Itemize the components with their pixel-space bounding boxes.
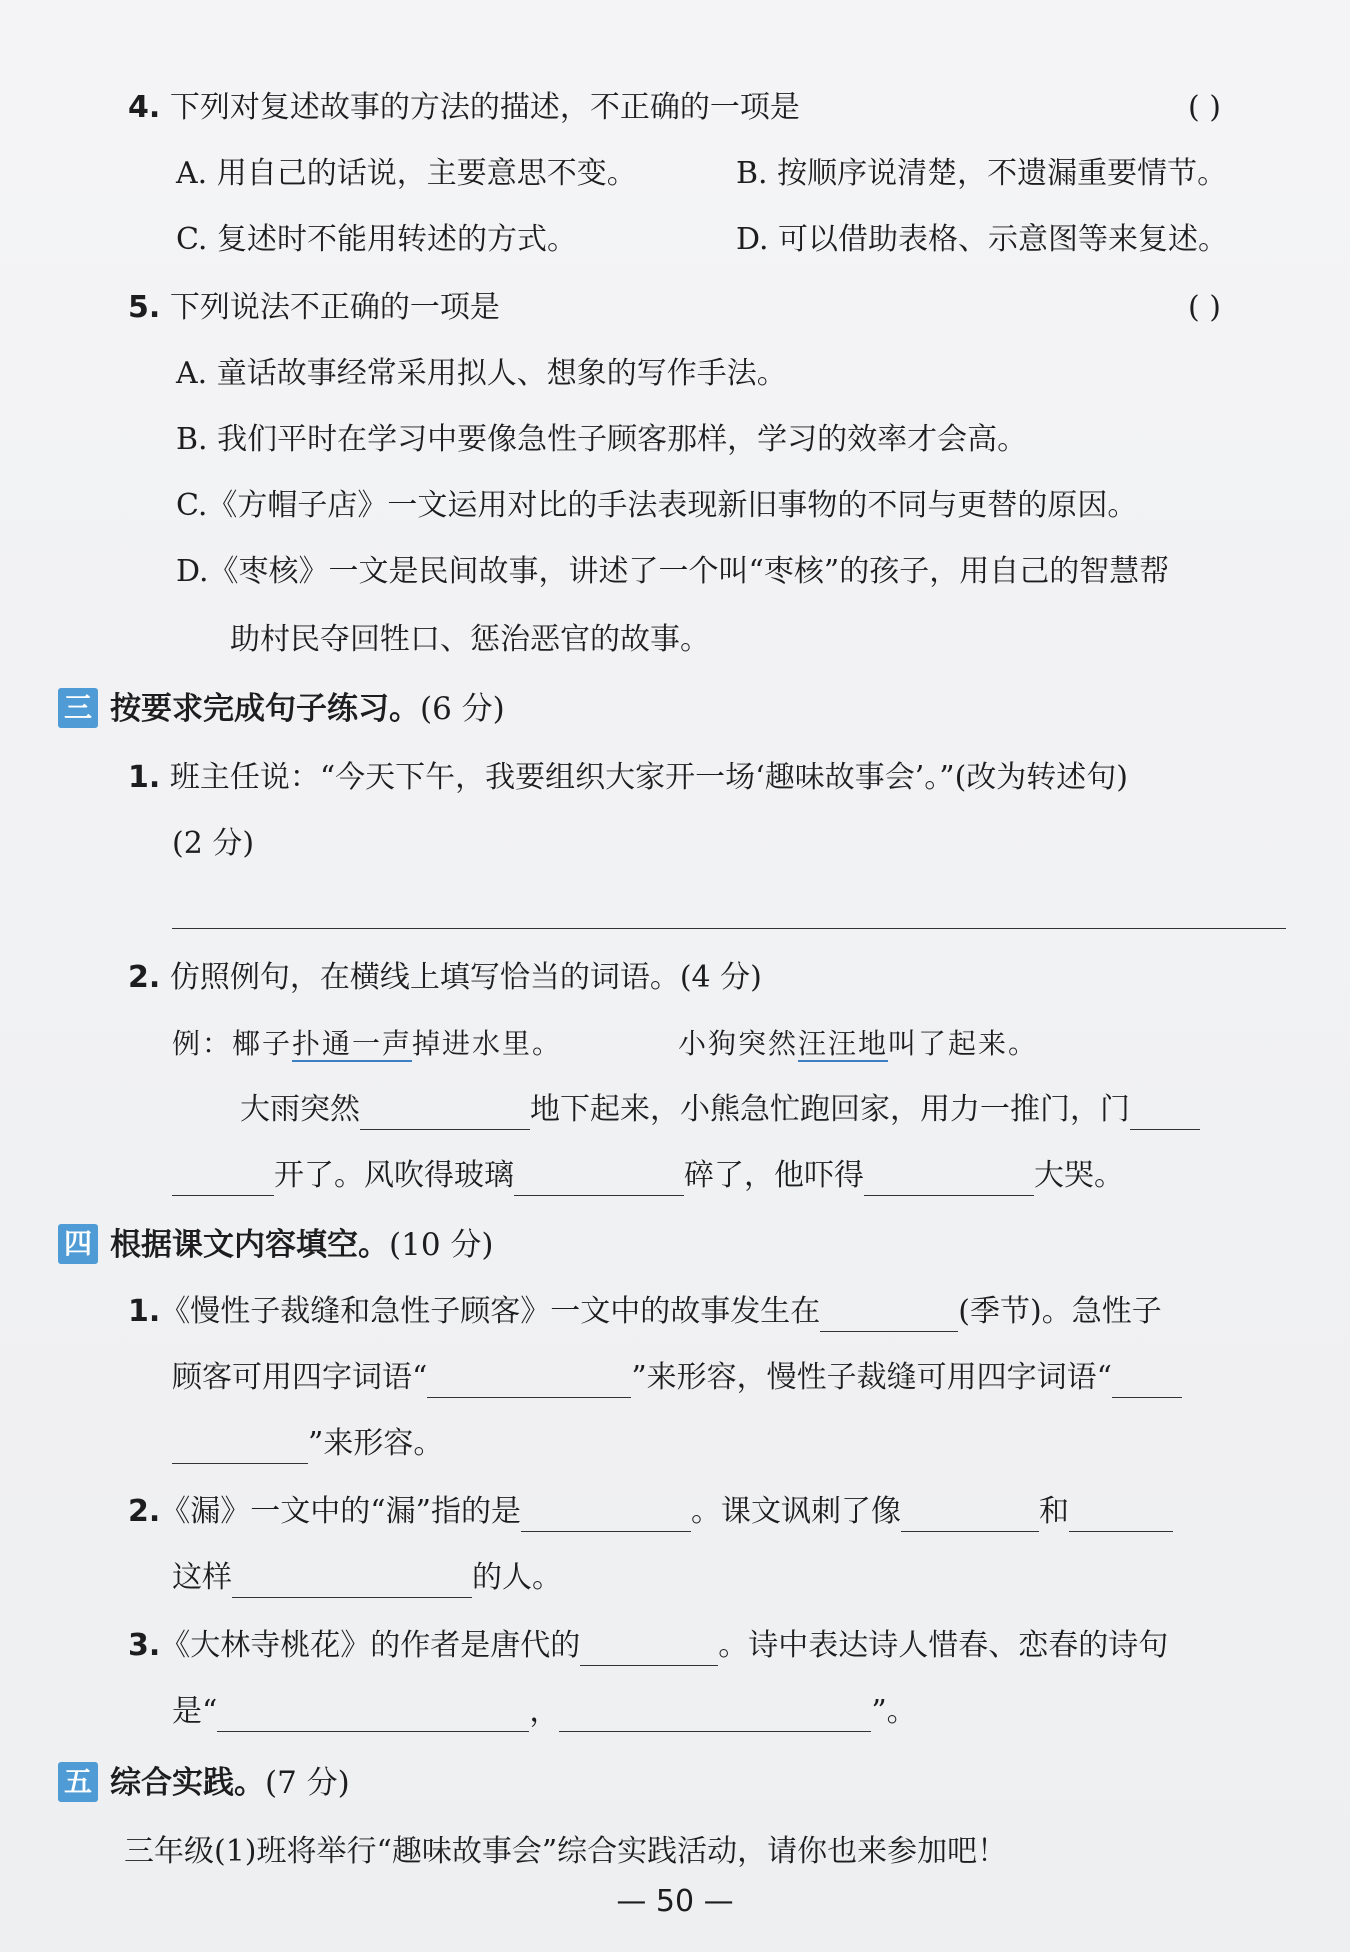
fill-blank[interactable] <box>232 1563 472 1598</box>
fill-text: 顾客可用四字词语“ <box>172 1360 428 1395</box>
example-text: 小狗突然 <box>678 1027 799 1060</box>
example-text: 掉进水里。 <box>412 1027 563 1060</box>
question-text: 仿照例句，在横线上填写恰当的词语。(4 分) <box>169 960 762 995</box>
question-text: 下列说法不正确的一项是 <box>169 290 500 325</box>
option-d-continued: 助村民夺回牲口、惩治恶官的故事。 <box>230 622 710 657</box>
fill-blank[interactable] <box>1130 1095 1200 1130</box>
question-4 <box>128 88 800 128</box>
answer-line[interactable] <box>172 928 1286 929</box>
s4-q1-line-3 <box>172 1424 443 1464</box>
question-number: 1. <box>128 760 161 795</box>
fill-text: 碎了，他吓得 <box>684 1158 864 1193</box>
fill-blank[interactable] <box>360 1095 530 1130</box>
s3-question-1 <box>128 758 1128 798</box>
fill-text: 《漏》一文中的“漏”指的是 <box>160 1494 521 1529</box>
section-score: (6 分) <box>420 691 505 727</box>
option-b: B. 按顺序说清楚，不遗漏重要情节。 <box>736 156 1228 191</box>
fill-text: 《慢性子裁缝和急性子顾客》一文中的故事发生在 <box>160 1294 821 1329</box>
question-number: 5. <box>128 290 161 325</box>
s3-question-2 <box>128 958 762 998</box>
fill-text: 是“ <box>172 1694 218 1729</box>
example-text: 例：椰子 <box>172 1027 293 1060</box>
fill-blank[interactable] <box>901 1497 1039 1532</box>
fill-blank[interactable] <box>580 1631 718 1666</box>
fill-blank[interactable] <box>172 1161 274 1196</box>
fill-text: 开了。风吹得玻璃 <box>274 1158 514 1193</box>
fill-text: ”。 <box>871 1694 917 1729</box>
answer-parentheses[interactable]: ( ) <box>1188 90 1221 125</box>
answer-parentheses[interactable]: ( ) <box>1188 290 1221 325</box>
example-underlined-phrase: 汪汪地 <box>798 1027 889 1060</box>
section-title: 根据课文内容填空。 <box>110 1227 389 1263</box>
option-c: C.《方帽子店》一文运用对比的手法表现新旧事物的不同与更替的原因。 <box>176 488 1138 523</box>
section-title: 按要求完成句子练习。 <box>110 691 420 727</box>
example-sentence-2 <box>678 1024 1038 1064</box>
fill-blank[interactable] <box>1069 1497 1173 1532</box>
section-score: (10 分) <box>389 1227 494 1263</box>
fill-text: 《大林寺桃花》的作者是唐代的 <box>160 1628 581 1663</box>
section-3-header <box>58 688 505 730</box>
section-4-header <box>58 1224 494 1266</box>
section-badge: 四 <box>58 1224 98 1264</box>
option-a: A. 童话故事经常采用拟人、想象的写作手法。 <box>176 356 787 391</box>
section-score: (7 分) <box>265 1765 350 1801</box>
fill-blank[interactable] <box>864 1161 1034 1196</box>
question-number: 3. <box>128 1628 161 1663</box>
fill-text: (季节)。急性子 <box>958 1294 1162 1329</box>
question-text: 下列对复述故事的方法的描述，不正确的一项是 <box>169 90 800 125</box>
question-text: 班主任说：“今天下午，我要组织大家开一场‘趣味故事会’。”(改为转述句) <box>169 760 1128 795</box>
fill-text: ， <box>529 1694 560 1729</box>
fill-text: 这样 <box>172 1560 232 1595</box>
fill-text: 地下起来，小熊急忙跑回家，用力一推门，门 <box>530 1092 1130 1127</box>
example-underlined-phrase: 扑通一声 <box>292 1027 413 1060</box>
section-badge: 三 <box>58 688 98 728</box>
example-text: 叫了起来。 <box>888 1027 1039 1060</box>
fill-text: 和 <box>1038 1494 1069 1529</box>
s4-q2-line-2 <box>172 1558 562 1598</box>
s4-question-2 <box>128 1492 1173 1532</box>
section-badge: 五 <box>58 1762 98 1802</box>
s4-q1-line-2 <box>172 1358 1182 1398</box>
question-number: 2. <box>128 960 161 995</box>
section-title: 综合实践。 <box>110 1765 265 1801</box>
fill-blank[interactable] <box>820 1297 958 1332</box>
option-d: D.《枣核》一文是民间故事，讲述了一个叫“枣核”的孩子，用自己的智慧帮 <box>176 554 1170 589</box>
s4-question-3 <box>128 1626 1168 1666</box>
fill-blank[interactable] <box>1112 1363 1182 1398</box>
question-number: 4. <box>128 90 161 125</box>
example-sentence-1 <box>172 1024 562 1064</box>
fill-blank[interactable] <box>427 1363 631 1398</box>
fill-blank[interactable] <box>559 1697 871 1732</box>
fill-text: 的人。 <box>472 1560 562 1595</box>
page-number: — 50 — <box>616 1884 734 1919</box>
question-number: 2. <box>128 1494 161 1529</box>
s4-question-1 <box>128 1292 1162 1332</box>
question-number: 1. <box>128 1294 161 1329</box>
option-a: A. 用自己的话说，主要意思不变。 <box>176 156 637 191</box>
fill-blank[interactable] <box>172 1429 308 1464</box>
fill-line-2 <box>172 1156 1124 1196</box>
option-c: C. 复述时不能用转述的方式。 <box>176 222 577 257</box>
fill-blank[interactable] <box>217 1697 529 1732</box>
section-5-intro: 三年级(1)班将举行“趣味故事会”综合实践活动，请你也来参加吧！ <box>124 1834 1008 1869</box>
fill-text: 大雨突然 <box>240 1092 360 1127</box>
fill-text: 。课文讽刺了像 <box>690 1494 901 1529</box>
section-5-header <box>58 1762 350 1804</box>
fill-blank[interactable] <box>514 1161 684 1196</box>
fill-text: ”来形容，慢性子裁缝可用四字词语“ <box>631 1360 1113 1395</box>
fill-blank[interactable] <box>521 1497 691 1532</box>
question-score: (2 分) <box>172 826 255 861</box>
fill-text: 大哭。 <box>1034 1158 1124 1193</box>
question-5 <box>128 288 500 328</box>
s4-q3-line-2 <box>172 1692 917 1732</box>
fill-text: ”来形容。 <box>308 1426 444 1461</box>
option-d: D. 可以借助表格、示意图等来复述。 <box>736 222 1229 257</box>
fill-text: 。诗中表达诗人惜春、恋春的诗句 <box>718 1628 1169 1663</box>
option-b: B. 我们平时在学习中要像急性子顾客那样，学习的效率才会高。 <box>176 422 1028 457</box>
fill-line-1 <box>240 1090 1200 1130</box>
